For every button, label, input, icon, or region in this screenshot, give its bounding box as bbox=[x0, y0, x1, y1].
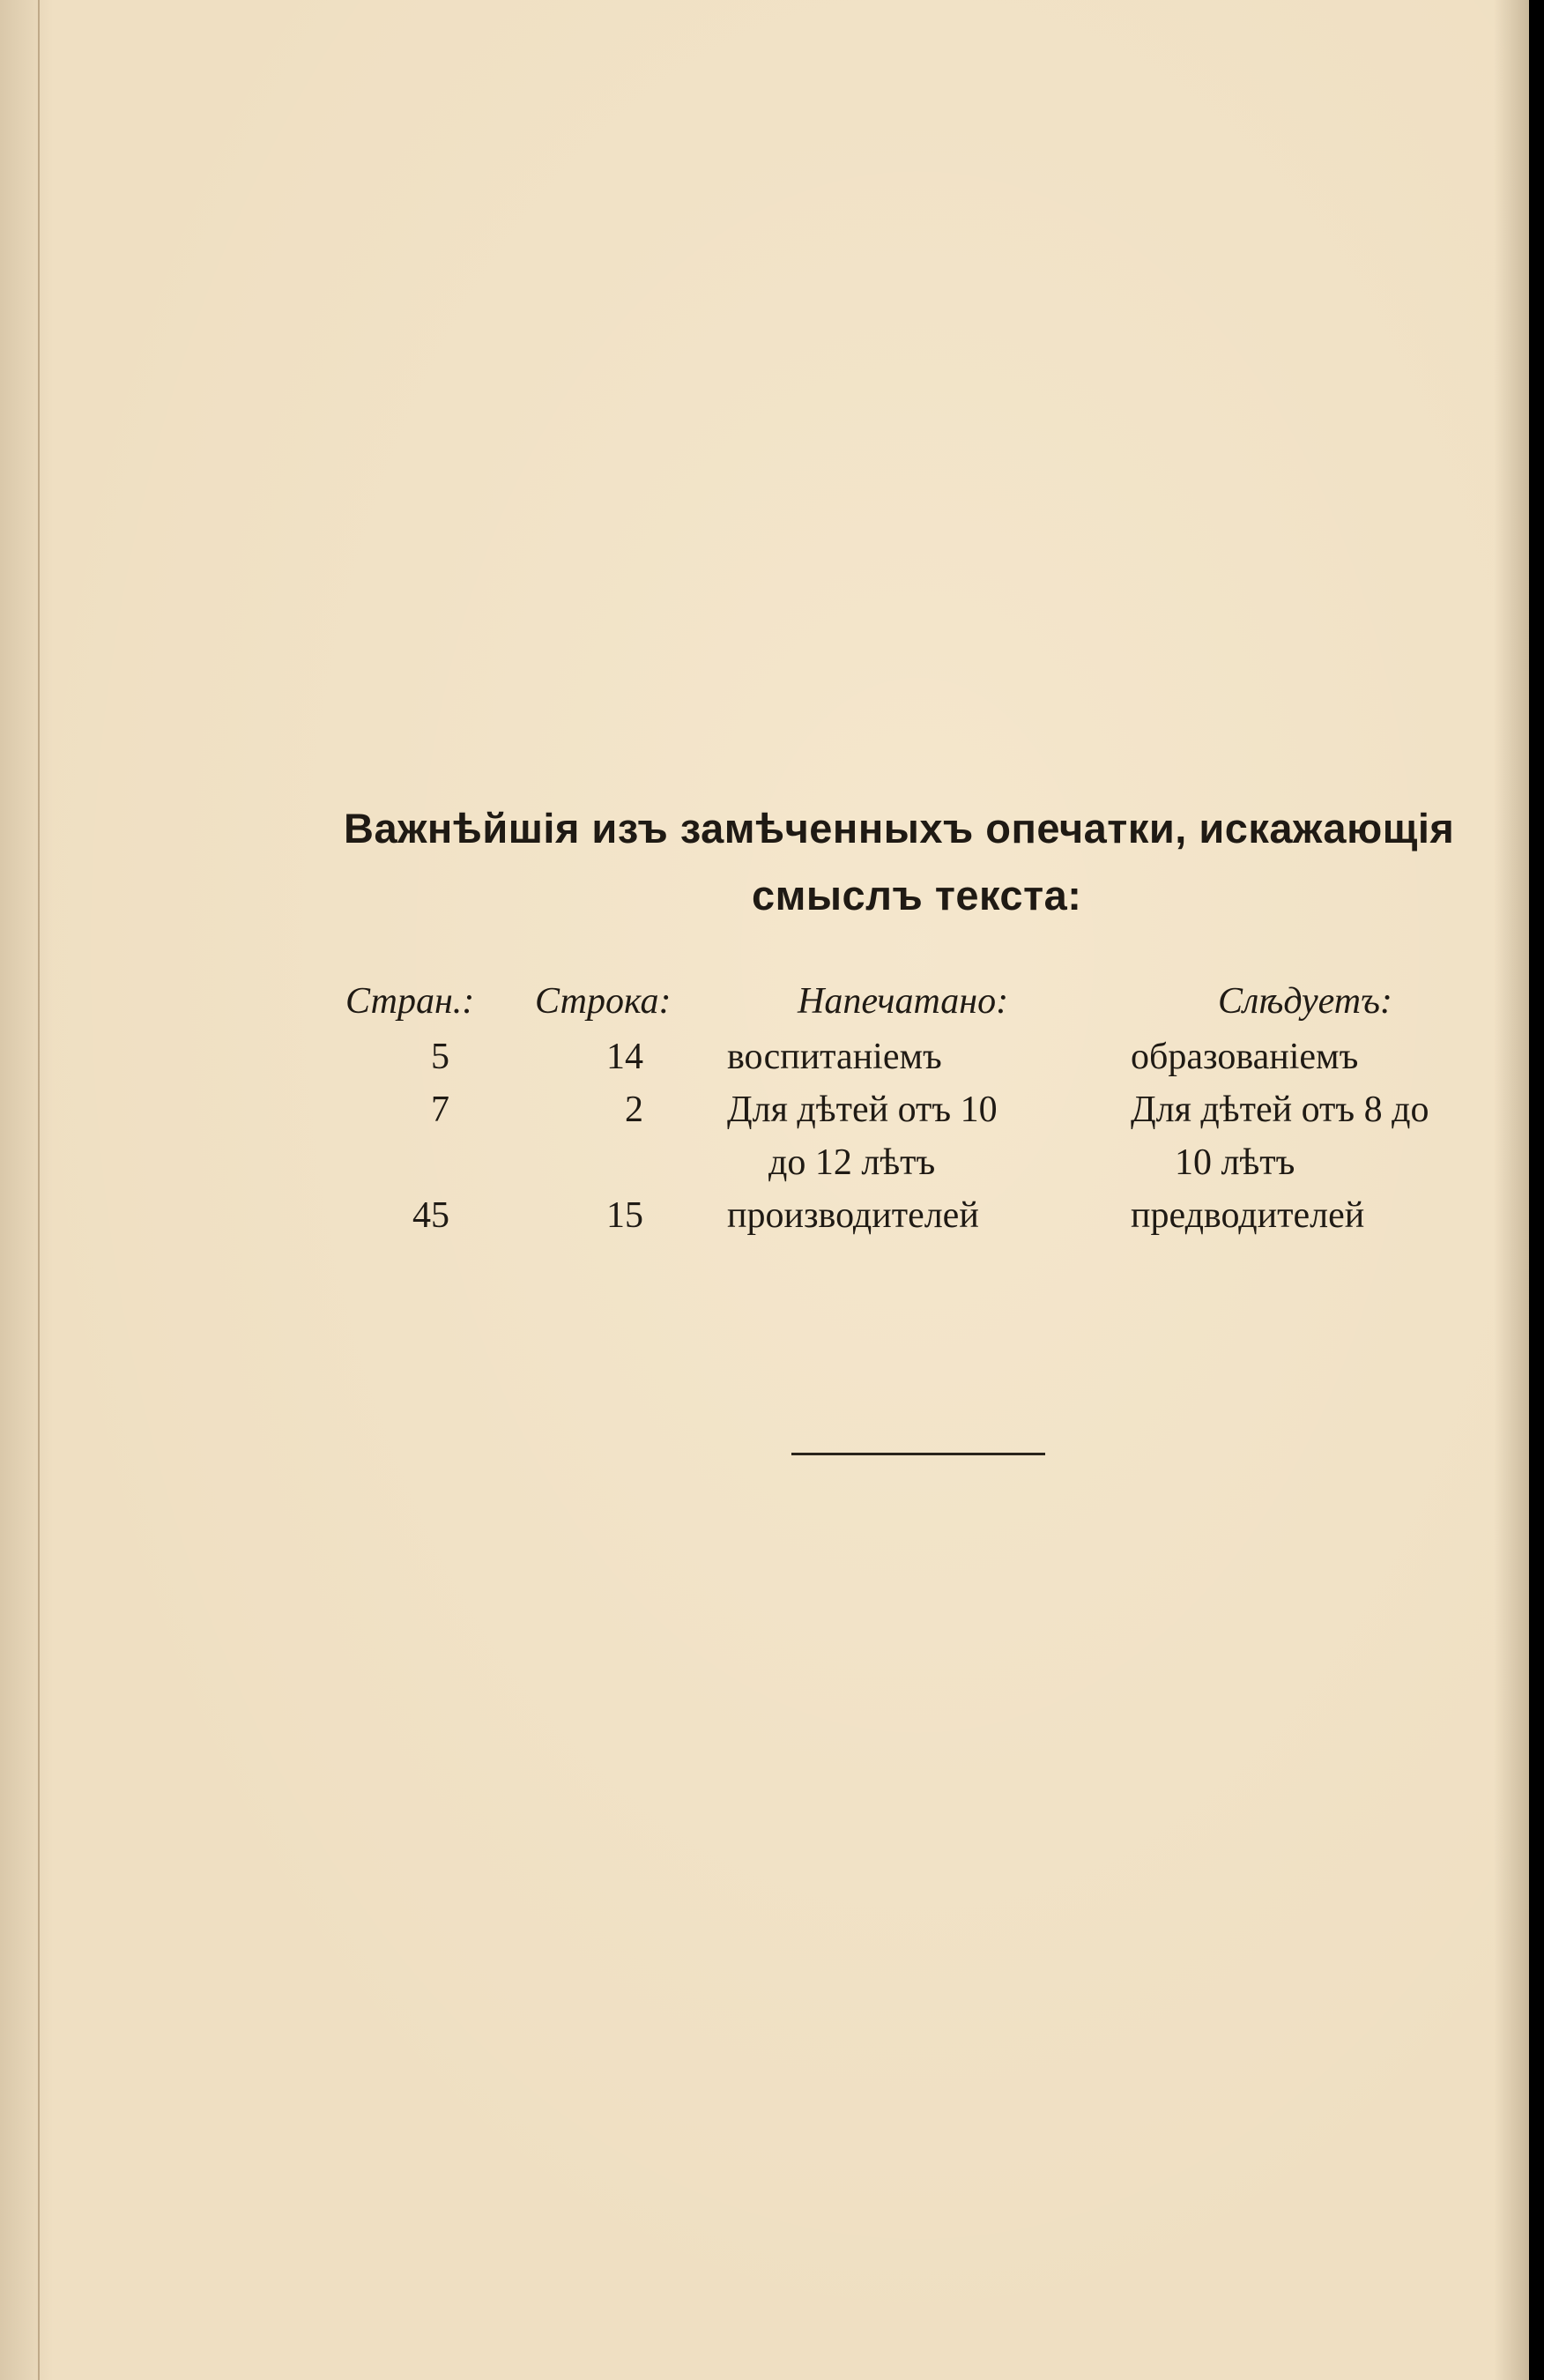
errata-title-line-2: смыслъ текста: bbox=[752, 872, 1082, 919]
row-2-printed-line-2: до 12 лѣтъ bbox=[768, 1142, 936, 1183]
binding-edge bbox=[38, 0, 40, 2380]
row-1-page: 5 bbox=[431, 1037, 449, 1077]
header-printed: Напечатано: bbox=[798, 981, 1009, 1022]
row-2-should-be-line-2: 10 лѣтъ bbox=[1175, 1142, 1295, 1183]
row-3-page: 45 bbox=[412, 1195, 449, 1236]
page-edge-shadow bbox=[1494, 0, 1529, 2380]
row-3-line: 15 bbox=[606, 1195, 643, 1236]
errata-title-line-1: Важнѣйшія изъ замѣченныхъ опечатки, искажающія bbox=[344, 805, 1455, 852]
row-3-printed: производителей bbox=[727, 1195, 979, 1236]
row-2-page: 7 bbox=[431, 1090, 449, 1130]
row-1-should-be: образованіемъ bbox=[1131, 1037, 1359, 1077]
header-should-be: Слѣдуетъ: bbox=[1218, 981, 1392, 1022]
header-line: Строка: bbox=[535, 981, 672, 1022]
row-1-printed: воспитаніемъ bbox=[727, 1037, 942, 1077]
closing-rule bbox=[791, 1453, 1045, 1455]
row-2-line: 2 bbox=[625, 1090, 643, 1130]
row-2-printed-line-1: Для дѣтей отъ 10 bbox=[727, 1090, 998, 1130]
row-2-should-be-line-1: Для дѣтей отъ 8 до bbox=[1131, 1090, 1429, 1130]
row-3-should-be: предводителей bbox=[1131, 1195, 1365, 1236]
header-page: Стран.: bbox=[345, 981, 475, 1022]
row-1-line: 14 bbox=[606, 1037, 643, 1077]
